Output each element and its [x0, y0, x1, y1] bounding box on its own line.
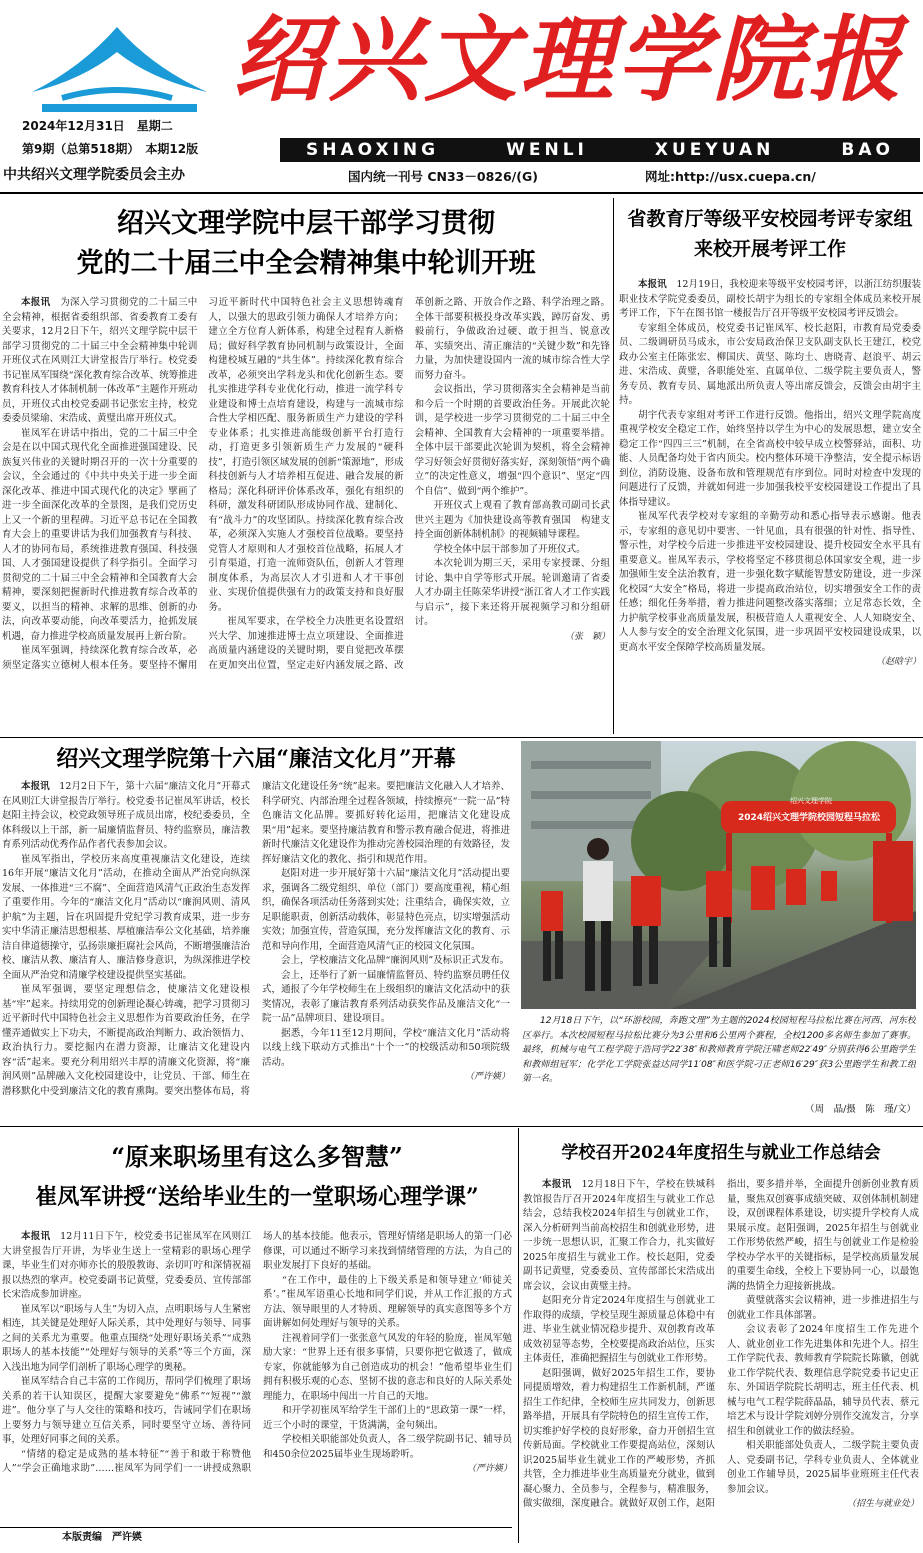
paragraph: “在工作中，最佳的上下级关系是和领导建立‘师徒关系’。”崔凤军语重心长地和同学们说，并从工作汇报的方式方法、领导眼里的人才特质、理解领导的真实意图等多个方面讲解如何处理好与领导的关系。 [263, 1274, 512, 1329]
paragraph: 12月11日下午，校党委书记崔凤军在风则江大讲堂报告厅开讲，为毕业生送上一堂精彩的职场心理学课，毕业生们对亦师亦长的殷殷教诲、亲切叮咛和深情祝福报以热烈的掌声。校党委副书记黄璧，党委委员、宣传部部长宋浩成参加讲座。 [2, 1231, 251, 1300]
race-banner-text: 2024绍兴文理学院校园短程马拉松 [737, 813, 881, 823]
paragraph: 注视着同学们一张张意气风发的年轻的脸庞，崔凤军勉励大家：“世界上还有很多事情，只要你把它做透了，做成专家，你就能够为自己创造成功的机会！”他希望毕业生们拥有积极乐观的心态、坚韧不拔的意志和良好的人际关系处理能力，在职场中闯出一片自己的天地。 [263, 1332, 512, 1402]
pinyin-word: BAO [841, 140, 894, 160]
paragraph: 相关职能部处负责人，二级学院主要负责人、党委副书记，学科专业负责人、全体就业创业工作辅导员，2025届毕业班班主任代表参加会议。 [727, 1440, 919, 1495]
article-safe-campus [619, 198, 921, 736]
photo-scene [521, 741, 916, 1009]
article-body [2, 1230, 512, 1518]
footer-rule [0, 1527, 512, 1528]
masthead [0, 0, 923, 192]
paragraph: 会上，学校廉洁文化品牌“廉润风则”及标识正式发布。 [281, 955, 510, 966]
article-body [2, 296, 610, 726]
paragraph: 12月2日下午，第十六届“廉洁文化月”开幕式在风则江大讲堂报告厅举行。校党委书记崔凤军讲话，校长赵阳主持会议，校党政领导班子成员出席，校纪委委员，全体科级以上干部，新一届廉情监督员、特约监察员，廉洁教育系列活动优秀作品作者代表参加会议。 [2, 781, 250, 850]
paragraph: 学校全体中层干部参加了开班仪式。 [433, 543, 586, 555]
paragraph: 崔凤军强调，持续深化教育综合改革，必须坚定落实立德树人根本任务。要坚持不懈用习近平新时代中国特色社会主义思想铸魂育人，以强大的思政引领力确保人才培养方向；建立全方位育人新体系，构建全过程育人新格局；做好科学教育协同机制与政策设计，全面构建校城互融的“共生体”。持续深化教育综合改革，必须突出学科龙头和优化创新生态。要扎实推进学科专业优化行动，推进一流学科专业建设和博士点培育建设，构建与一流城市综合性大学相匹配、服务新质生产力建设的学科专业体系；扎实推进高能级创新平台打造行动，打造更多引领新质生产力发展的“硬科技”，打造引领区域发展的创新“策源地”，形成科技创新与人才培养相互促进、融合发展的新格局；深化科研评价体系改革，强化有组织的科研，激发科研团队形成协同作战、建制化、有“战斗力”的攻坚团队。持续深化教育综合改革，必须深入实施人才强校首位战略。要坚持党管人才原则和人才强校首位战略，拓展人才引育渠道，打造一流师资队伍，创新人才管理制度体系，为高层次人才引进和人才干事创业、实现价值提供强有力的政策支持和良好服务。 [2, 297, 404, 671]
paragraph: 会议指出，学习贯彻落实全会精神是当前和今后一个时期的首要政治任务。开展此次轮训，是学校进一步学习贯彻党的二十届三中全会精神、全国教育大会精神的一项重要举措。全体中层干部要此次轮训为契机，将全会精神学习好领会好贯彻好落实好，深刻领悟“两个确立”的决定性意义，增强“四个意识”、坚定“四个自信”、做到“两个维护”。 [414, 384, 610, 497]
cn-number: 国内统一刊号 CN33－0826/(G) [348, 169, 538, 184]
paragraph: 本次轮训为期三天，采用专家授课、分组讨论、集中自学等形式开展。轮训邀请了省委人才办副主任陈荣华讲授“浙江省人才工作实践与启示”，接下来还将开展视频学习和分组研讨。 [414, 558, 610, 627]
article-career-psychology [2, 1130, 512, 1528]
section-rule [0, 737, 923, 738]
paragraph: 和开学初崔凤军给学生干部们上的“思政第一课”一样，近三个小时的课堂，干货满满，金句频出。 [263, 1405, 512, 1431]
article-enrollment-meeting [523, 1130, 919, 1542]
section-rule [0, 1126, 923, 1127]
pinyin-word: XUEYUAN [654, 140, 775, 160]
paragraph: 崔凤军以“职场与人生”为切入点，点明职场与人生紧密相连，其关键是处理好人际关系，其中处理好与领导、同事之间的关系尤为重要。他重点围绕“处理好职场关系”“成熟职场人的基本技能”“处理好与领导的关系”等三个方面，深入浅出地为同学们剖析了职场心理学的奥秘。 [2, 1303, 251, 1373]
paragraph: 会上，还举行了新一届廉情监督员、特约监察员聘任仪式，通报了今年学校师生在上级组织的廉洁文化活动中的获奖情况，表彰了廉洁教育系列活动获奖作品及廉洁文化“一院一品”品牌项目、建设项目。 [262, 969, 510, 1024]
paragraph: 据悉，今年11至12月期间，学校“廉洁文化月”活动将以线上线下联动方式推出“十个一”的校级活动和50项院级活动。 [262, 1027, 510, 1068]
article-headline: 省教育厅等级平安校园考评专家组 [627, 208, 913, 230]
article-headline: 学校召开2024年度招生与就业工作总结会 [561, 1143, 881, 1163]
paragraph: 会议表彰了2024年度招生工作先进个人、就业创业工作先进集体和先进个人。招生工作学院代表、教师教育学院院长陈徽，创就业工作学院代表、数理信息学院党委书记史正东、外国语学院院长胡明志，班主任代表、机械与电气工程学院薛晶晶，辅导员代表、蔡元培艺术与设计学院刘婷分别作交流发言，分享招生和创就业工作的做法经验。 [727, 1324, 919, 1437]
marathon-photo [521, 741, 916, 1009]
pinyin-word: SHAOXING [306, 140, 440, 160]
article-headline: 来校开展考评工作 [693, 238, 846, 260]
paragraph: “情绪的稳定是成熟的基本特征”“善于和敢于称赞他人”“学会正确地求助”……崔凤军为同学们一一讲授成熟职场人的基本技能。他表示，管理好情绪是职场人的第一门必修课，可以通过不断学习来找到情绪管理的方法，为自己的职业发展打下良好的基础。 [2, 1231, 512, 1474]
lead-tag: 本报讯 [542, 1179, 572, 1190]
newspaper-title: 绍兴文理学院报 [232, 5, 904, 114]
article-cadre-training [2, 198, 610, 736]
byline: （严许媖） [464, 1072, 510, 1082]
column-divider [518, 1128, 519, 1543]
pinyin-word: WENLI [506, 140, 588, 160]
masthead-rule [0, 192, 923, 194]
paragraph: 赵阳充分肯定2024年度招生与创就业工作取得的成绩，学校呈现生源质量总体稳中有进、毕业生就业情况稳步提升、双创教育改革成效初显等态势，全校要提高政治站位，压实主体责任，准确把握招生与创就业工作形势。 [523, 1295, 715, 1364]
paragraph: 崔凤军指出，学校历来高度重视廉洁文化建设，连续16年开展“廉洁文化月”活动，在推动全面从严治党向纵深发展、一体推进“三不腐”、全面营造风清气正政治生态发挥了重要作用。今年的“廉洁文化月”活动以“廉润风则、清风护航”为主题，旨在巩固提升党纪学习教育成果，进一步夯实中华清正廉洁思想根基、厚植廉洁奉公文化基础，培养廉洁自律道德操守，弘扬崇廉拒腐社会风尚，不断增强廉洁治校、廉洁从教、廉洁育人、廉洁修身意识，为纵深推进学校全面从严治党和清廉学校建设提供坚实基础。 [2, 853, 250, 981]
paragraph: 崔凤军要求，在学校全力决胜更名设置绍兴大学、加速推进博士点立项建设、全面推进高质量内涵建设的关键时期，要自觉把改革摆在更加突出位置，坚定走好内涵发展之路、改革创新之路、开放合作之路、科学治理之路。全体干部要积极投身改革实践，踔厉奋发、勇毅前行，争做政治过硬、敢于担当、锐意改革、实绩突出、清正廉洁的“关键少数”和先锋力量，为加快建设国内一流的城市综合性大学而努力奋斗。 [208, 297, 610, 671]
article-body [619, 278, 921, 718]
article-integrity-month [2, 740, 510, 1120]
paragraph: 开班仪式上观看了教育部高教司副司长武世兴主题为《加快建设高等教育强国 构建支持全面创新体制机制》的视频辅导课程。 [414, 500, 610, 540]
issue-number: 第9期（总第518期） 本期12版 [22, 142, 199, 156]
article-headline: 绍兴文理学院中层干部学习贯彻 [117, 208, 495, 239]
article-headline: 崔凤军讲授“送给毕业生的一堂职场心理学课” [35, 1184, 479, 1210]
photo-caption [522, 1014, 916, 1124]
paragraph: 黄璧就落实会议精神，进一步推进招生与创就业工作具体部署。 [727, 1295, 919, 1321]
paragraph: 崔凤军在讲话中指出，党的二十届三中全会是在以中国式现代化全面推进强国建设、民族复兴伟业的关键时期召开的一次十分重要的会议，全会通过的《中共中央关于进一步全面深化改革、推进中国式现代化的决定》擘画了进一步全面深化改革的全景图，是我们党历史上又一个新的里程碑。习近平总书记在全国教育大会上的重要讲话为我们加强教育与科技、人才的协同布局，系统推进教育强国、科技强国、人才强国建设提供了科学指引。全面学习贯彻党的二十届三中全会精神和全国教育大会精神，要深刻把握新时代推进教育综合改革的要义，以担当的精神、求解的思维、创新的办法，向改革要动能，向改革要活力，抢抓发展机遇，奋力推进学校高质量发展再上新台阶。 [2, 427, 198, 642]
paragraph: 赵阳强调，做好2025年招生工作，要协同提质增效，着力构建招生工作新机制，严谨招生工作纪律，全校师生应共同发力，创新思路举措，开展具有学院特色的招生宣传工作，切实维护好学校的良好形象，奋力开创招生宣传新局面。学校就业工作要提高站位，深刻认识2025届毕业生就业工作的严峻形势，齐抓共管，全力推进毕业生高质量充分就业，做到凝心聚力、全员参与，全程参与，精准服务，做实做细，深度融合。就做好双创工作，赵阳指出，要多措并举，全面提升创新创业教育质量，聚焦双创赛事成绩突破、双创体制机制建设，双创课程体系建设，切实提升学校育人成果展示度。赵阳强调，2025年招生与创就业工作形势依然严峻，招生与创就业工作是检验学校办学水平的关键指标，是学校高质量发展的重要生命线，全校上下要协同一心，以最饱满的热情全力迎接新挑战。 [523, 1179, 919, 1509]
paragraph: 赵阳对进一步开展好第十六届“廉洁文化月”活动提出要求，强调各二级党组织、单位（部门）要高度重视，精心组织，确保各项活动任务落到实处；注重结合，确保实效，立足职能职责，创新活动载体，彰显特色亮点，切实增强活动实效；加强宣传，营造氛围，充分发挥廉洁文化的教育、示范和导向作用，全面营造风清气正的校园文化氛围。 [262, 868, 510, 952]
newspaper-logo [22, 12, 217, 112]
publish-date: 2024年12月31日 星期二 [22, 119, 173, 133]
paragraph: 12月18日下午，学校在铁城科教馆报告厅召开2024年度招生与就业工作总结会，总结我校2024年招生与创就业工作，深入分析研判当前高校招生和创就业形势，进一步统一思想认识，汇聚工作合力，扎实做好2025年度招生与就业工作。校长赵阳，党委副书记黄璧，党委委员、宣传部部长宋浩成出席会议，会议由黄璧主持。 [523, 1179, 715, 1292]
byline: （招生与就业处） [846, 1499, 919, 1509]
paragraph: 崔凤军结合自己丰富的工作阅历，帮同学们梳理了职场关系的若干认知误区，提醒大家要避免“佛系”“短视”“激进”。他分享了与人交往的策略和技巧，告诫同学们在职场上要努力与领导建立互信关系，同时要坚守立场、善待同事，处理好同事之间的关系。 [2, 1376, 251, 1445]
sponsor-line: 中共绍兴文理学院委员会主办 [3, 167, 185, 183]
article-headline: 绍兴文理学院第十六届“廉洁文化月”开幕 [56, 746, 456, 772]
website-url: 网址:http://usx.cuepa.cn/ [645, 169, 816, 184]
column-divider [613, 198, 614, 734]
paragraph: 学校相关职能部处负责人，各二级学院副书记、辅导员和450余位2025届毕业生现场聆听。 [263, 1434, 512, 1460]
lead-tag: 本报讯 [21, 1231, 51, 1242]
paragraph: 胡宇代表专家组对考评工作进行反馈。他指出，绍兴文理学院高度重视学校安全稳定工作，始终坚持以学生为中心的发展思想，建立安全稳定工作“四四三三”机制，在全省高校中较早成立校警驿站，面积、功能、人员配备均处于省内顶尖。校内整体环境干净整洁，安全提示标语到位，消防设施、设备布放和管理规范有序到位。同时对检查中发现的问题进行了反馈，并就如何进一步加强我校平安校园建设工作提出了具体指导建议。 [619, 409, 921, 508]
paragraph: 崔凤军强调，要坚定理想信念，使廉洁文化建设根基“牢”起来。持续用党的创新理论凝心铸魂，把学习贯彻习近平新时代中国特色社会主义思想作为首要政治任务，在学懂弄通做实上下功夫，不断提高政治判断力、政治领悟力、政治执行力。要挖掘内在潜力资源，让廉洁文化建设内容“活”起来。要充分利用绍兴丰厚的清廉文化资源，将“廉润风则”品牌融入文化校园建设中，让党员、干部、师生在潜移默化中受到廉洁文化的教育熏陶。要突出整体布局，将廉洁文化建设任务“统”起来。要把廉洁文化融入人才培养、科学研究、内部治理全过程各领域，持续擦亮“一院一品”特色廉洁文化品牌。要抓好转化运用，把廉洁文化建设成果“用”起来。要坚持廉洁教育和警示教育融合促进，将推进新时代廉洁文化建设作为推动完善校园治理的有效路径，发挥好廉洁文化的教化、指引和规范作用。 [2, 781, 510, 1097]
photo-credit: （周 晶/摄 陈 瑾/文） [805, 1103, 916, 1115]
paragraph: 专家组全体成员，校党委书记崔凤军、校长赵阳，市教育局党委委员、二级调研员马成永，市公安局政治保卫支队副支队长王建江，校党政办公室主任陈张宏、柳国庆、黄坚、陈均土、唐晓青、赵浪平、胡云进、宋浩成、黄璧，各职能处室、直属单位、二级学院主要负责人，警务专员、教育专员、属地派出所负责人等出席反馈会，反馈会由胡宇主持。 [619, 322, 921, 406]
byline: （张 颖） [564, 631, 610, 642]
lead-tag: 本报讯 [21, 297, 51, 308]
byline: （严许媖） [466, 1464, 512, 1474]
article-body [523, 1178, 919, 1540]
lead-tag: 本报讯 [638, 279, 667, 290]
byline: （赵晗宇） [875, 657, 921, 667]
race-arch-text: 绍兴文理学院 [790, 797, 832, 805]
page-editor: 本版责编 严许媖 [62, 1532, 142, 1543]
caption-text: 12月18日下午，以“环游校园，奔跑文理”为主题的2024校园短程马拉松比赛在河西、河东校区举行。本次校园短程马拉松比赛分为3公里和6公里两个赛程，全校1200多名师生参加了赛事。最终，机械与电气工程学院于浩同学22′38″和教师教育学院汪啸老师22′49″分别获得6公里跑学生和教师组冠军；化学化工学院张益达同学11′08″和医学院刁正老师16′29″获3公里跑学生和教工组第一名。 [522, 1016, 916, 1084]
paragraph: 为深入学习贯彻党的二十届三中全会精神，根据省委组织部、省委教育工委有关要求，12月2日下午，绍兴文理学院中层干部学习贯彻党的二十届三中全会精神集中轮训开班仪式在风则江大讲堂报告厅举行。校党委书记崔凤军围绕“深化教育综合改革、统筹推进教育科技人才体制机制一体改革”主题作开班动员，开班仪式由校党委副书记张宏主持，校党委委员梁瑜、宋浩成、黄璧出席开班仪式。 [2, 297, 198, 424]
article-headline: “原来职场里有这么多智慧” [111, 1142, 403, 1171]
lead-tag: 本报讯 [21, 781, 50, 792]
paragraph: 崔凤军代表学校对专家组的辛勤劳动和悉心指导表示感谢。他表示，专家组的意见切中要害、一针见血，具有很强的针对性、指导性、警示性，对学校今后进一步推进平安校园建设、提升校园安全水平具有重要意义。崔凤军表示，学校将坚定不移贯彻总体国家安全观，进一步加强师生安全法治教育，进一步强化数字赋能智慧安防建设，进一步深化校园“大安全”格局，将进一步提高政治站位，切实增强安全工作的责任感；细化任务举措，着力推进问题整改落实落细；立足常态长效，全力护航学校事业高质量发展，积极营造人人重视安全、人人知晓安全、人人参与安全的安全治理文化氛围，进一步巩固平安校园建设成果，以更高水平安全保障学校高质量发展。 [619, 511, 921, 653]
article-body [2, 780, 510, 1118]
article-headline: 党的二十届三中全会精神集中轮训开班 [76, 248, 536, 279]
pinyin-band [280, 138, 920, 162]
paragraph: 12月19日，我校迎来等级平安校园考评，以浙江纺织服装职业技术学院党委委员，副校长胡宇为组长的专家组全体成员来校开展考评工作，下午在图书馆一楼报告厅召开等级平安校园考评反馈会。 [619, 279, 921, 319]
